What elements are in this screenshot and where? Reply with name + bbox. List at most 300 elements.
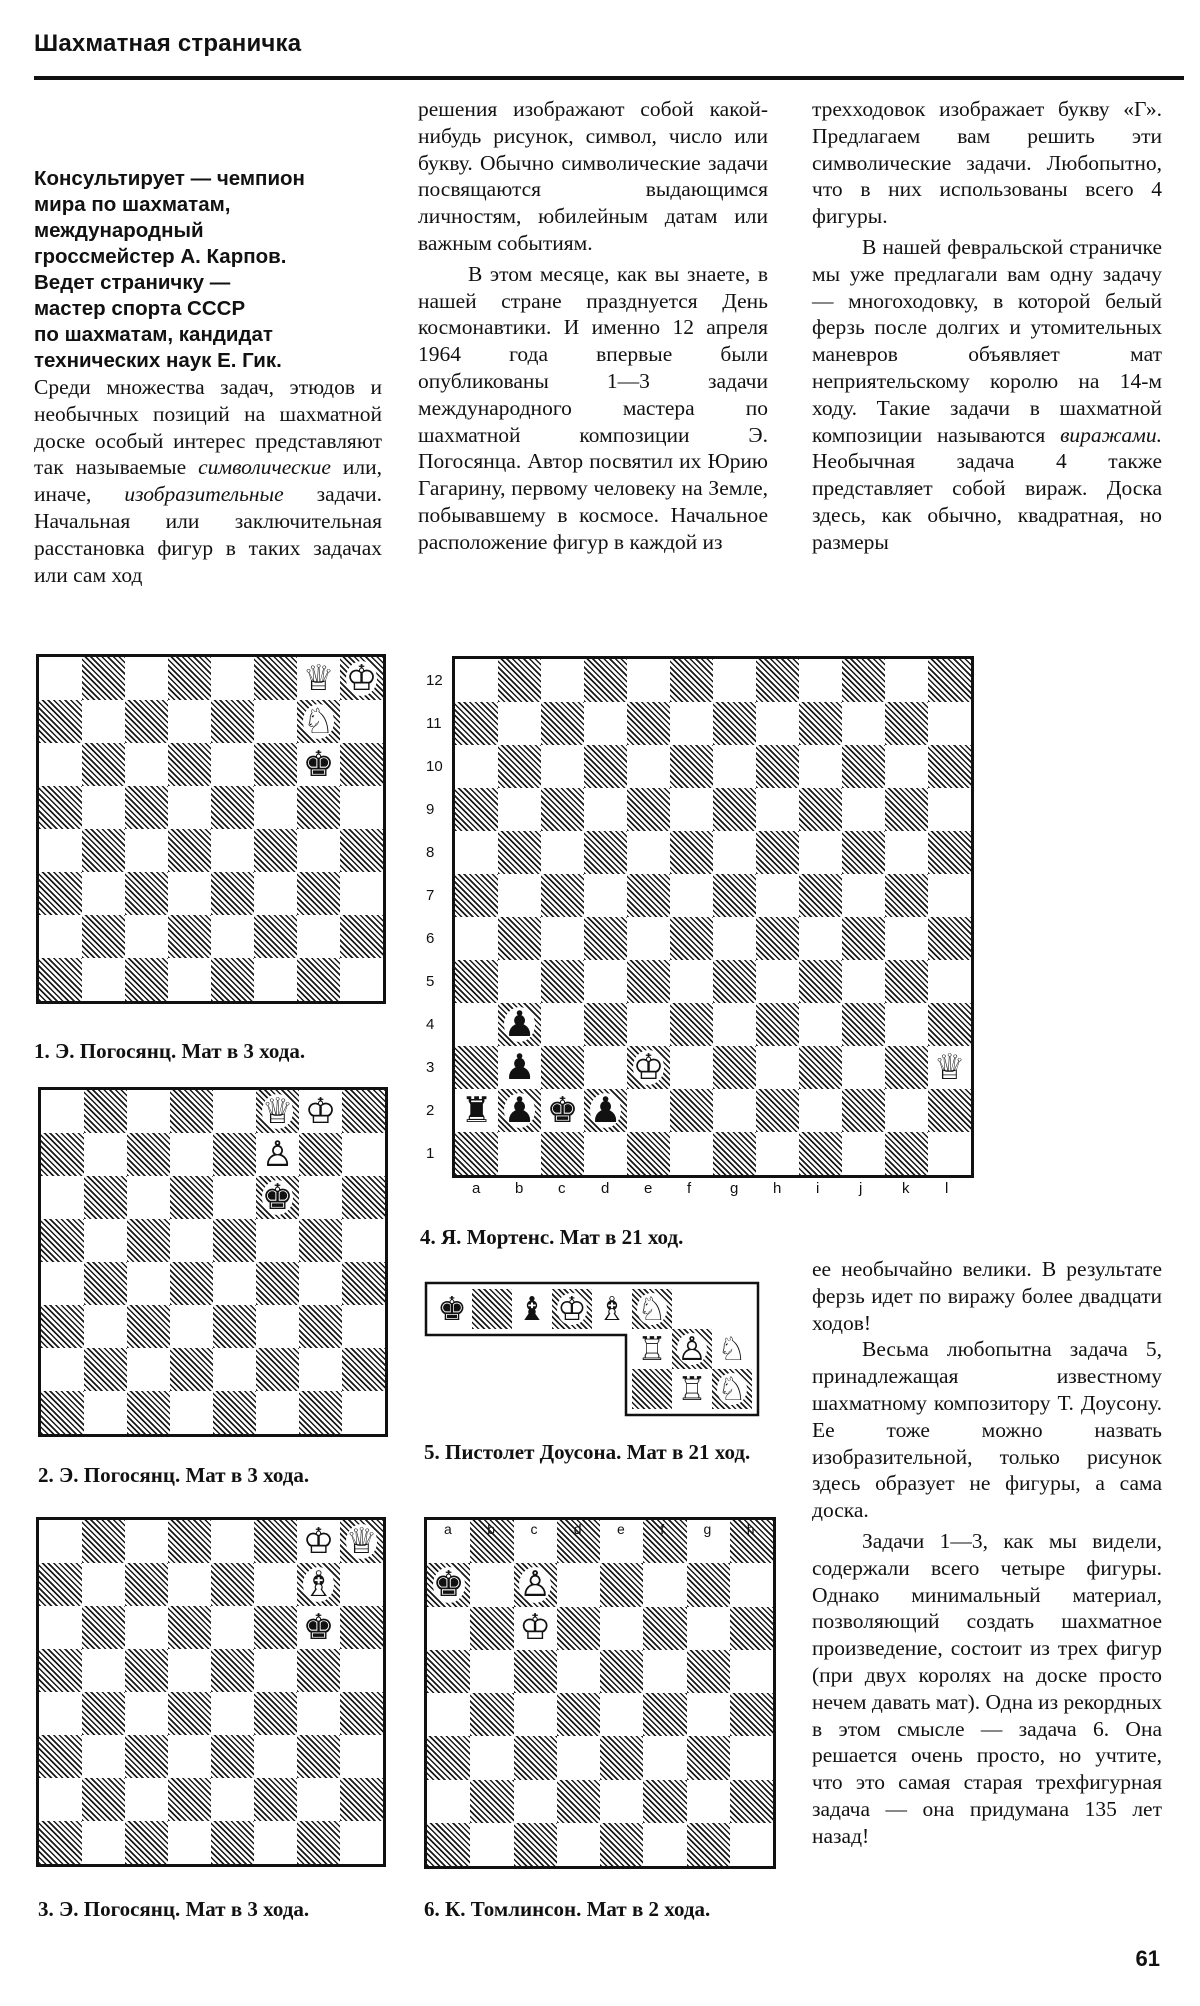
board-square xyxy=(254,958,297,1001)
intro-line: Консультирует — чемпион xyxy=(34,167,305,190)
board-square xyxy=(39,786,82,829)
board-square xyxy=(756,1132,799,1175)
file-label: j xyxy=(859,1180,863,1197)
board-square xyxy=(687,1823,730,1866)
board-square xyxy=(254,786,297,829)
board-square xyxy=(297,1692,340,1735)
board-square xyxy=(627,1089,670,1132)
board-square xyxy=(211,700,254,743)
board-square xyxy=(799,1003,842,1046)
board-square xyxy=(342,1090,385,1133)
white-knight-piece-icon: ♘ xyxy=(717,1369,747,1408)
board-square xyxy=(168,1821,211,1864)
board-square xyxy=(340,958,383,1001)
board-square xyxy=(756,874,799,917)
board-square xyxy=(842,1089,885,1132)
board-square xyxy=(256,1219,299,1262)
file-label: f xyxy=(660,1521,665,1537)
board-square xyxy=(340,1735,383,1778)
board-square xyxy=(842,745,885,788)
board-square xyxy=(340,1563,383,1606)
file-label: d xyxy=(601,1180,610,1197)
board-square xyxy=(928,917,971,960)
board-square xyxy=(455,659,498,702)
board-square xyxy=(885,831,928,874)
board-square xyxy=(297,915,340,958)
board-square xyxy=(82,657,125,700)
diagram-2-caption: 2. Э. Погосянц. Мат в 3 хода. xyxy=(38,1463,310,1487)
board-square xyxy=(125,872,168,915)
board-square xyxy=(643,1563,686,1606)
board-square xyxy=(299,1133,342,1176)
board-square xyxy=(127,1391,170,1434)
board-square xyxy=(842,1003,885,1046)
board-square xyxy=(82,1606,125,1649)
board-square xyxy=(670,960,713,1003)
board-square xyxy=(256,1391,299,1434)
board-square xyxy=(687,1736,730,1779)
board-square xyxy=(168,1692,211,1735)
board-square xyxy=(125,700,168,743)
board-square xyxy=(670,788,713,831)
board-square xyxy=(541,1046,584,1089)
board-square xyxy=(713,702,756,745)
board-square xyxy=(170,1219,213,1262)
board-square xyxy=(297,829,340,872)
board-square xyxy=(39,1735,82,1778)
board-square xyxy=(470,1607,513,1650)
board-square xyxy=(340,1778,383,1821)
board-square xyxy=(340,872,383,915)
board-square xyxy=(82,743,125,786)
board-square xyxy=(643,1780,686,1823)
board-square xyxy=(713,745,756,788)
board-square xyxy=(256,1348,299,1391)
board-square xyxy=(455,1046,498,1089)
white-queen-piece-icon: ♕ xyxy=(933,1046,966,1088)
board-square xyxy=(670,1089,713,1132)
file-label: b xyxy=(487,1521,496,1537)
board-square xyxy=(168,1649,211,1692)
board-square xyxy=(84,1391,127,1434)
board-square xyxy=(168,657,211,700)
board-square xyxy=(627,1003,670,1046)
board-square xyxy=(39,1606,82,1649)
rank-label: 9 xyxy=(426,801,435,818)
board-square xyxy=(211,958,254,1001)
board-square xyxy=(627,745,670,788)
board-square xyxy=(670,831,713,874)
chess-diagram-5 xyxy=(424,1281,774,1421)
board-square xyxy=(455,1003,498,1046)
file-label: a xyxy=(472,1180,481,1197)
board-square xyxy=(928,702,971,745)
board-square xyxy=(455,960,498,1003)
board-square xyxy=(254,1520,297,1563)
file-label: l xyxy=(945,1180,949,1197)
board-square xyxy=(340,1692,383,1735)
board-square xyxy=(427,1650,470,1693)
board-square xyxy=(170,1391,213,1434)
board-square xyxy=(842,960,885,1003)
board-square xyxy=(730,1736,773,1779)
board-square xyxy=(799,917,842,960)
white-pawn-piece-icon: ♙ xyxy=(261,1133,294,1175)
board-square xyxy=(928,788,971,831)
board-square xyxy=(125,657,168,700)
black-king-piece-icon: ♚ xyxy=(437,1289,467,1328)
board-square xyxy=(730,1563,773,1606)
board-square xyxy=(39,915,82,958)
diagram-1-caption: 1. Э. Погосянц. Мат в 3 хода. xyxy=(34,1039,306,1063)
board-square xyxy=(627,659,670,702)
board-square xyxy=(82,1649,125,1692)
board-square xyxy=(455,702,498,745)
intro-line: гроссмейстер А. Карпов. xyxy=(34,245,287,268)
board-square xyxy=(470,1563,513,1606)
board-square xyxy=(498,831,541,874)
board-square xyxy=(125,743,168,786)
board-square xyxy=(584,960,627,1003)
board-square xyxy=(687,1780,730,1823)
board-square xyxy=(627,788,670,831)
board-square xyxy=(254,829,297,872)
paragraph: В нашей февральской страничке мы уже предлагали вам одну задачу — многоходовку, в которой белый ферзь после долгих и утомительных маневров объявляет мат неприятельскому королю на 14-м ходу. Такие задачи в шахматной композиции называются виражами. Необычная задача 4 также представляет собой вираж. Доска здесь, как обычно, квадратная, но размеры xyxy=(812,234,1162,554)
board-square xyxy=(670,1132,713,1175)
board-square xyxy=(670,702,713,745)
board-square xyxy=(713,1046,756,1089)
diagram-5-caption: 5. Пистолет Доусона. Мат в 21 ход. xyxy=(424,1440,751,1464)
board-square xyxy=(756,917,799,960)
board-square xyxy=(885,874,928,917)
diagram-6-caption: 6. К. Томлинсон. Мат в 2 хода. xyxy=(424,1897,711,1921)
board-square xyxy=(39,1692,82,1735)
file-label: f xyxy=(687,1180,692,1197)
file-label: b xyxy=(515,1180,524,1197)
board-square xyxy=(299,1176,342,1219)
board-square xyxy=(885,1046,928,1089)
board-square xyxy=(256,1262,299,1305)
board-square xyxy=(299,1391,342,1434)
board-square xyxy=(340,829,383,872)
board-square xyxy=(342,1262,385,1305)
board-square xyxy=(498,1132,541,1175)
board-square xyxy=(713,659,756,702)
rank-label: 6 xyxy=(426,930,435,947)
board-square xyxy=(213,1391,256,1434)
board-square xyxy=(498,874,541,917)
board-square xyxy=(584,702,627,745)
board-square xyxy=(514,1693,557,1736)
board-square xyxy=(470,1780,513,1823)
white-queen-piece-icon: ♕ xyxy=(345,1520,378,1562)
board-square xyxy=(643,1736,686,1779)
board-square xyxy=(39,872,82,915)
board-square xyxy=(643,1693,686,1736)
board-square xyxy=(340,915,383,958)
board-square xyxy=(498,960,541,1003)
board-square xyxy=(885,1132,928,1175)
board-square xyxy=(82,915,125,958)
board-square xyxy=(885,917,928,960)
white-king-piece-icon: ♔ xyxy=(632,1046,665,1088)
board-square xyxy=(213,1133,256,1176)
board-square xyxy=(928,1089,971,1132)
board-square xyxy=(170,1348,213,1391)
board-square xyxy=(643,1650,686,1693)
black-king-piece-icon: ♚ xyxy=(302,743,335,785)
board-square xyxy=(600,1693,643,1736)
board-square xyxy=(168,1563,211,1606)
header-rule xyxy=(34,76,1184,80)
board-square xyxy=(799,788,842,831)
board-square xyxy=(84,1262,127,1305)
board-square xyxy=(799,960,842,1003)
board-square xyxy=(600,1823,643,1866)
board-square xyxy=(885,788,928,831)
board-square xyxy=(713,1003,756,1046)
board-square xyxy=(498,745,541,788)
board-square xyxy=(756,1089,799,1132)
paragraph: решения изображают собой какой-нибудь рисунок, символ, число или букву. Обычно символические задачи посвящаются выдающимся личностям, юбилейным датам или важным событиям. xyxy=(418,97,768,255)
board-square xyxy=(342,1219,385,1262)
rank-label: 12 xyxy=(426,672,443,689)
board-square xyxy=(627,960,670,1003)
board-square xyxy=(211,829,254,872)
board-square xyxy=(297,1649,340,1692)
board-square xyxy=(455,874,498,917)
board-square xyxy=(470,1736,513,1779)
board-square xyxy=(470,1693,513,1736)
board-square xyxy=(885,745,928,788)
board-square xyxy=(541,831,584,874)
board-square xyxy=(342,1305,385,1348)
board-square xyxy=(799,745,842,788)
white-pawn-piece-icon: ♙ xyxy=(519,1564,552,1606)
board-square xyxy=(928,659,971,702)
board-square xyxy=(557,1736,600,1779)
board-square xyxy=(756,960,799,1003)
diagram-4-caption: 4. Я. Мортенс. Мат в 21 ход. xyxy=(420,1225,684,1249)
board-square xyxy=(498,788,541,831)
board-square xyxy=(885,659,928,702)
paragraph: ее необычайно велики. В результате ферзь идет по виражу более двадцати ходов! xyxy=(812,1257,1162,1335)
board-square xyxy=(514,1736,557,1779)
board-square xyxy=(82,1735,125,1778)
board-square xyxy=(885,1089,928,1132)
board-square xyxy=(254,1692,297,1735)
board-square xyxy=(211,1778,254,1821)
rank-label: 5 xyxy=(426,973,435,990)
board-square xyxy=(799,702,842,745)
column-4 xyxy=(812,1256,1162,1850)
board-square xyxy=(730,1823,773,1866)
rank-label: 3 xyxy=(426,1059,435,1076)
paragraph: трехходовок изображает букву «Г». Предлагаем вам решить эти символические задачи. Любопытно, что в них использованы всего 4 фигуры. xyxy=(812,97,1162,229)
board-square xyxy=(125,1649,168,1692)
board-square xyxy=(713,1089,756,1132)
board-square xyxy=(127,1176,170,1219)
board-square xyxy=(799,1132,842,1175)
board-square xyxy=(687,1607,730,1650)
board-square xyxy=(41,1391,84,1434)
board-square xyxy=(39,1520,82,1563)
board-square xyxy=(125,1520,168,1563)
black-pawn-piece-icon: ♟ xyxy=(503,1089,536,1131)
board-square xyxy=(213,1305,256,1348)
board-square xyxy=(340,786,383,829)
board-square xyxy=(170,1176,213,1219)
white-rook-piece-icon: ♖ xyxy=(637,1329,667,1368)
chess-diagram-6 xyxy=(424,1517,776,1869)
board-square xyxy=(41,1219,84,1262)
board-square xyxy=(82,1520,125,1563)
board-square xyxy=(584,745,627,788)
board-square xyxy=(84,1219,127,1262)
board-square xyxy=(342,1348,385,1391)
board-square xyxy=(127,1090,170,1133)
board-square xyxy=(627,917,670,960)
board-square xyxy=(842,702,885,745)
board-square xyxy=(470,1650,513,1693)
board-square xyxy=(799,874,842,917)
board-square xyxy=(842,831,885,874)
board-square xyxy=(498,702,541,745)
board-square xyxy=(842,1046,885,1089)
board-square xyxy=(670,745,713,788)
black-king-piece-icon: ♚ xyxy=(546,1089,579,1131)
board-square xyxy=(168,1520,211,1563)
intro-line: мира по шахматам, xyxy=(34,193,231,216)
file-label: c xyxy=(530,1521,538,1537)
board-square xyxy=(127,1305,170,1348)
board-square xyxy=(928,831,971,874)
board-square xyxy=(756,659,799,702)
board-square xyxy=(168,743,211,786)
black-king-piece-icon: ♚ xyxy=(302,1606,335,1648)
board-square xyxy=(84,1305,127,1348)
board-square xyxy=(730,1650,773,1693)
board-square xyxy=(125,786,168,829)
board-square xyxy=(584,1132,627,1175)
board-square xyxy=(41,1348,84,1391)
board-square xyxy=(455,1132,498,1175)
file-label: h xyxy=(773,1180,782,1197)
rank-label: 7 xyxy=(426,887,435,904)
board-square xyxy=(713,1132,756,1175)
board-square xyxy=(84,1176,127,1219)
board-square xyxy=(730,1607,773,1650)
board-square xyxy=(82,700,125,743)
board-square xyxy=(297,958,340,1001)
rank-label: 11 xyxy=(426,715,442,732)
board-square xyxy=(84,1090,127,1133)
board-square xyxy=(299,1348,342,1391)
intro-line: Ведет страничку — xyxy=(34,271,231,294)
board-square xyxy=(584,788,627,831)
board-square xyxy=(584,874,627,917)
intro-block xyxy=(34,166,382,374)
board-square xyxy=(211,1520,254,1563)
board-square xyxy=(600,1736,643,1779)
board-square xyxy=(713,960,756,1003)
board-square xyxy=(670,1003,713,1046)
rank-label: 10 xyxy=(426,758,443,775)
column-3 xyxy=(812,96,1162,556)
board-square xyxy=(455,745,498,788)
black-pawn-piece-icon: ♟ xyxy=(589,1089,622,1131)
board-square xyxy=(168,1735,211,1778)
board-square xyxy=(584,831,627,874)
board-square xyxy=(342,1133,385,1176)
board-square xyxy=(427,1823,470,1866)
chess-diagram-2 xyxy=(38,1087,388,1437)
board-square xyxy=(498,659,541,702)
board-square xyxy=(254,743,297,786)
board-square xyxy=(127,1219,170,1262)
board-square xyxy=(627,874,670,917)
board-square xyxy=(584,917,627,960)
board-square xyxy=(627,1132,670,1175)
board-square xyxy=(170,1133,213,1176)
board-square xyxy=(342,1176,385,1219)
board-square xyxy=(170,1305,213,1348)
board-square xyxy=(254,1778,297,1821)
white-bishop-piece-icon: ♗ xyxy=(302,1563,335,1605)
board-square xyxy=(885,702,928,745)
board-square xyxy=(455,831,498,874)
board-square xyxy=(687,1650,730,1693)
board-square xyxy=(799,831,842,874)
board-square xyxy=(541,702,584,745)
board-square xyxy=(82,1563,125,1606)
board-square xyxy=(168,700,211,743)
board-square xyxy=(557,1823,600,1866)
board-square xyxy=(82,1778,125,1821)
board-square xyxy=(84,1348,127,1391)
board-square xyxy=(799,659,842,702)
board-square xyxy=(643,1520,686,1563)
board-square xyxy=(39,700,82,743)
board-square xyxy=(584,659,627,702)
paragraph: В этом месяце, как вы знаете, в нашей стране празднуется День космонавтики. И именно 12 апреля 1964 года впервые были опубликованы 1—3 задачи международного мастера по шахматной композиции Э. Погосянца. Автор посвятил их Юрию Гагарину, первому человеку на Земле, побывавшему в космосе. Начальное расположение фигур в каждой из xyxy=(418,261,768,554)
board-square xyxy=(541,1132,584,1175)
board-square xyxy=(557,1693,600,1736)
board-square xyxy=(168,1606,211,1649)
paragraph: Весьма любопытна задача 5, принадлежащая известному шахматному композитору Т. Доусону. Ее тоже можно назвать изобразительной, только рисунок здесь образует не фигуры, а сама доска. xyxy=(812,1337,1162,1523)
paragraph: Задачи 1—3, как мы видели, содержали всего четыре фигуры. Однако минимальный материал, позволяющий создать шахматное произведение, состоит из трех фигур (при двух королях на доске просто нечем давать мат). Одна из рекордных в этом смысле — задача 6. Она решается очень просто, но учтите, что это самая старая трехфигурная задача — она придумана 135 лет назад! xyxy=(812,1528,1162,1848)
board-square xyxy=(127,1262,170,1305)
board-square xyxy=(41,1262,84,1305)
board-square xyxy=(82,1692,125,1735)
board-square xyxy=(39,958,82,1001)
board-square xyxy=(670,659,713,702)
board-square xyxy=(82,829,125,872)
board-square xyxy=(254,700,297,743)
file-label: h xyxy=(746,1521,755,1537)
section-title: Шахматная страничка xyxy=(34,30,302,57)
black-king-piece-icon: ♚ xyxy=(432,1564,465,1606)
board-square xyxy=(627,831,670,874)
board-square xyxy=(713,788,756,831)
board-square xyxy=(600,1563,643,1606)
board-square xyxy=(514,1650,557,1693)
black-bishop-piece-icon: ♝ xyxy=(517,1289,547,1328)
board-square xyxy=(213,1219,256,1262)
file-label: k xyxy=(902,1180,910,1197)
board-square xyxy=(211,915,254,958)
diagram-3-caption: 3. Э. Погосянц. Мат в 3 хода. xyxy=(38,1897,310,1921)
